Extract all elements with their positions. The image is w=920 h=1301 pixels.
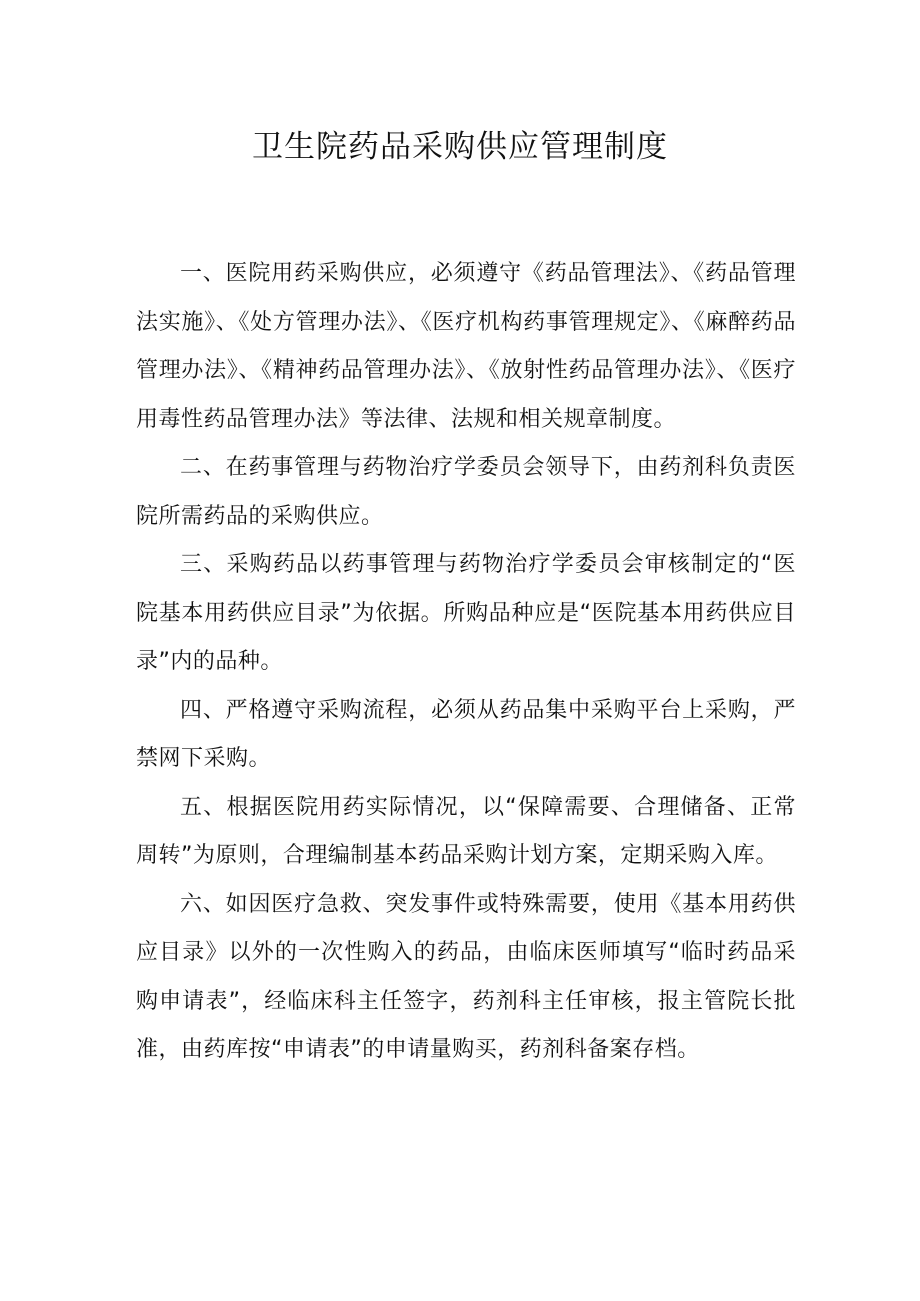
paragraph-1: 一、医院用药采购供应，必须遵守《药品管理法》、《药品管理法实施》、《处方管理办法》、《医疗机构药事管理规定》、《麻醉药品管理办法》、《精神药品管理办法》、《放射性药品管理办法》、《医疗用毒性药品管理办法》等法律、法规和相关规章制度。 [136,261,796,432]
paragraph-3: 三、采购药品以药事管理与药物治疗学委员会审核制定的“医院基本用药供应目录”为依据。所购品种应是“医院基本用药供应目录”内的品种。 [136,552,796,674]
paragraph-2: 二、在药事管理与药物治疗学委员会领导下，由药剂科负责医院所需药品的采购供应。 [136,455,796,529]
paragraph-4: 四、严格遵守采购流程，必须从药品集中采购平台上采购，严禁网下采购。 [136,697,796,771]
paragraph-5: 五、根据医院用药实际情况，以“保障需要、合理储备、正常周转”为原则，合理编制基本药品采购计划方案，定期采购入库。 [136,794,796,868]
document-title: 卫生院药品采购供应管理制度 [252,129,668,165]
document-body [136,250,796,1075]
paragraph-6: 六、如因医疗急救、突发事件或特殊需要，使用《基本用药供应目录》以外的一次性购入的药品，由临床医师填写“临时药品采购申请表”，经临床科主任签字，药剂科主任审核，报主管院长批准，由药库按“申请表”的申请量购买，药剂科备案存档。 [136,891,796,1062]
